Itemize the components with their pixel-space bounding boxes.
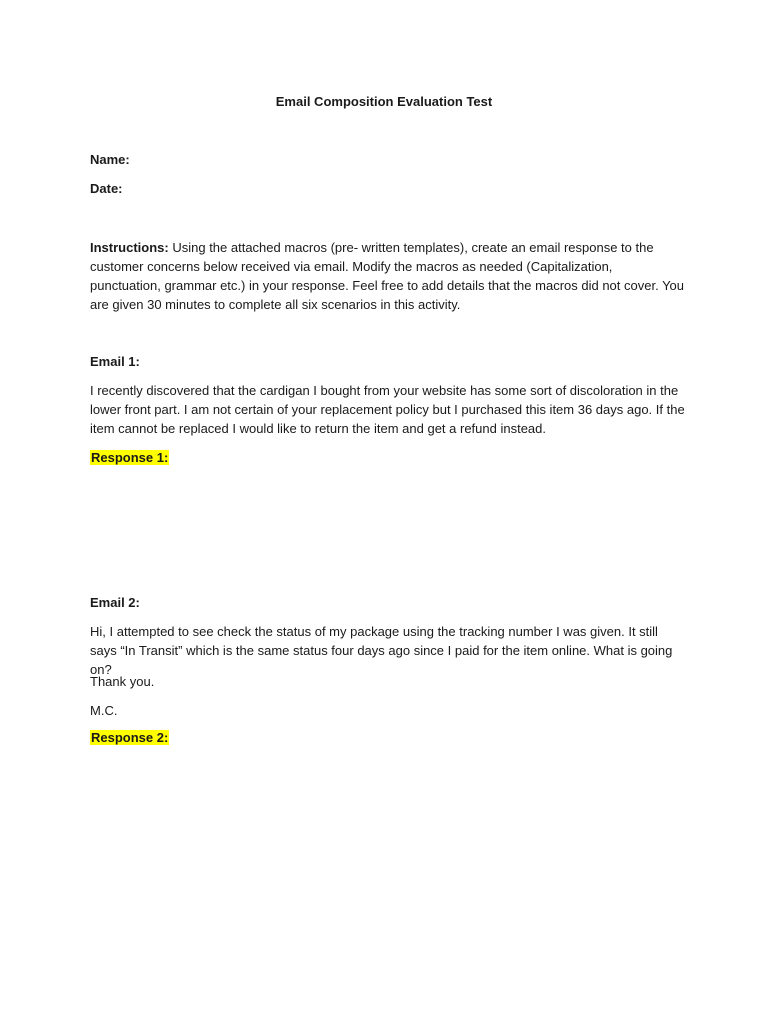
email-1-heading: Email 1: [90,354,140,369]
date-label: Date: [90,181,123,196]
document-title: Email Composition Evaluation Test [275,94,493,109]
response-1-label: Response 1: [91,450,169,465]
email-1-body: I recently discovered that the cardigan I bought from your website has some sort of discoloration in the lower front part. I am not certain of your replacement policy but I purchased this item 36 days ago. If the item cannot be replaced I would like to return the item and get a refund instead. [90,383,685,436]
email-2-signature: M.C. [90,703,118,718]
email-2-body: Hi, I attempted to see check the status of my package using the tracking number I was given. It still says “In Transit” which is the same status four days ago since I paid for the item online. What is going on? [90,624,673,677]
email-2-thanks: Thank you. [90,674,155,689]
instructions-text: Using the attached macros (pre- written templates), create an email response to the customer concerns below received via email. Modify the macros as needed (Capitalization, punctuation, grammar etc.) in your response. Feel free to add details that the macros did not cover. You are given 30 minutes to complete all six scenarios in this activity. [90,240,685,312]
instructions-label: Instructions: [90,240,169,255]
instructions-paragraph [90,238,685,314]
email-2-heading: Email 2: [90,595,140,610]
response-2-label: Response 2: [91,730,169,745]
name-label: Name: [90,152,130,167]
